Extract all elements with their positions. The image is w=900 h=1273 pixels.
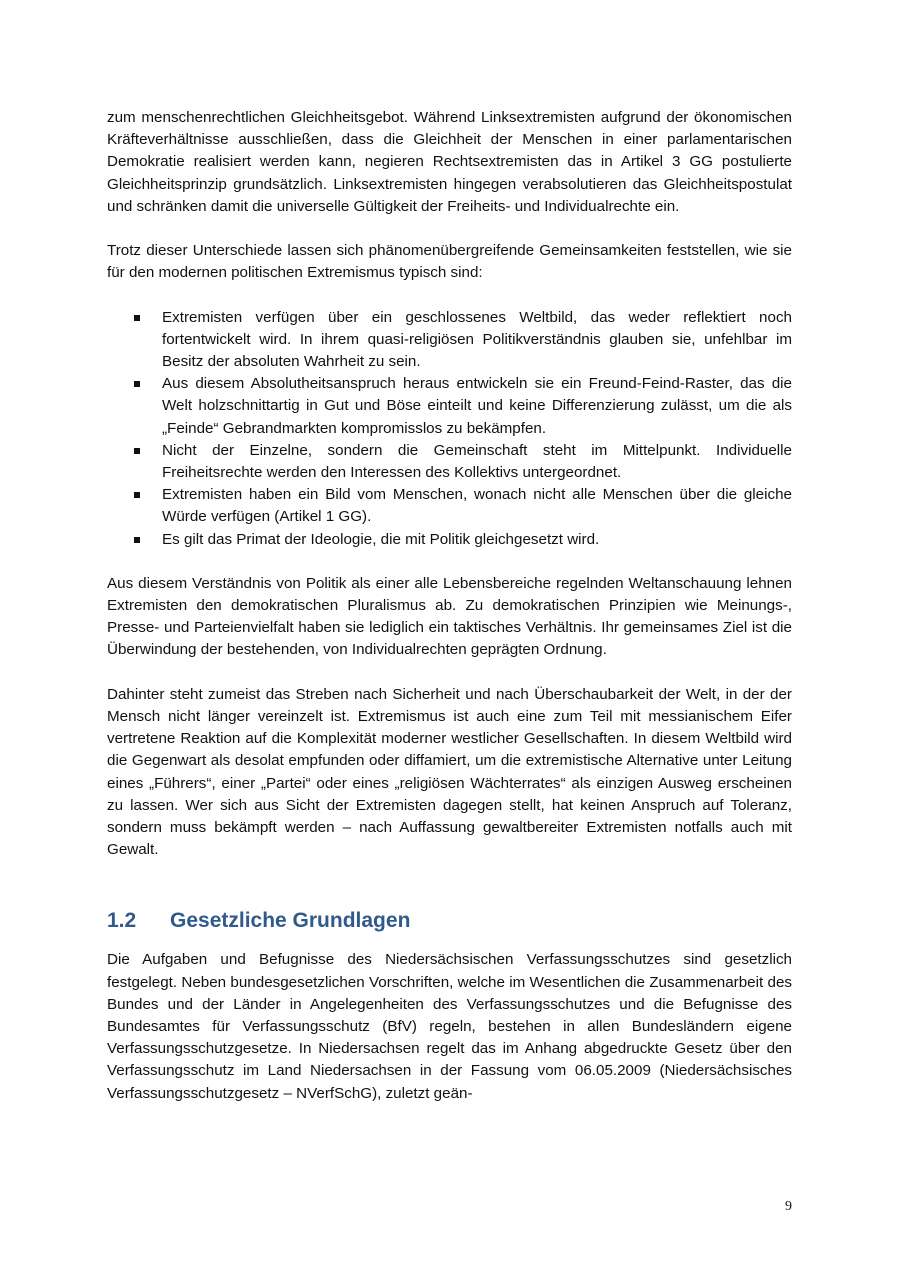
bullet-square-icon <box>134 381 140 387</box>
bullet-square-icon <box>134 537 140 543</box>
paragraph-legal-basis: Die Aufgaben und Befugnisse des Niedersächsischen Verfassungsschutzes sind gesetzlich festgelegt. Neben bundesgesetzlichen Vorschriften, welche im Wesentlichen die Zusammenarbeit des Bundes und der Länder in Angelegenheiten des Verfassungsschutzes und die Befugnisse des Bundesamtes für Verfassungsschutz (BfV) regeln, bestehen in allen Bundesländern eigene Verfassungsschutzgesetze. In Niedersachsen regelt das im Anhang abgedruckte Gesetz über den Verfassungsschutz im Land Niedersachsen in der Fassung vom 06.05.2009 (Niedersächsisches Verfassungsschutzgesetz – NVerfSchG), zuletzt geän- <box>107 951 792 1102</box>
section-number: 1.2 <box>107 909 137 933</box>
list-item <box>107 307 792 374</box>
paragraph-security: Dahinter steht zumeist das Streben nach Sicherheit und nach Überschaubarkeit der Welt, in der der Mensch nicht länger vereinzelt ist. Extremismus ist auch eine zum Teil mit messianischem Eifer vertretene Reaktion auf die Komplexität moderner westlicher Gesellschaften. In diesem Weltbild wird die Gegenwart als desolat empfunden oder diffamiert, um die extremistische Alternative unter Leitung eines „Führers“, einer „Partei“ oder eines „religiösen Wächterrates“ als einzigen Ausweg erscheinen zu lassen. Wer sich aus Sicht der Extremisten dagegen stellt, hat keinen Anspruch auf Toleranz, sondern muss bekämpft werden – nach Auffassung gewaltbereiter Extremisten notfalls auch mit Gewalt. <box>107 685 792 859</box>
list-item <box>107 529 792 551</box>
commonalities-list <box>107 307 792 551</box>
list-item-text: Aus diesem Absolutheitsanspruch heraus entwickeln sie ein Freund-Feind-Raster, das die Welt holzschnittartig in Gut und Böse einteilt und keine Differenzierung zulässt, um die als „Feinde“ Gebrandmarkten kompromisslos zu bekämpfen. <box>162 375 792 437</box>
section-heading <box>107 907 792 935</box>
paragraph-commonalities-intro: Trotz dieser Unterschiede lassen sich phänomenübergreifende Gemeinsamkeiten feststellen, wie sie für den modernen politischen Extremismus typisch sind: <box>107 242 792 282</box>
bullet-square-icon <box>134 448 140 454</box>
list-item <box>107 484 792 528</box>
list-item-text: Extremisten haben ein Bild vom Menschen, wonach nicht alle Menschen über die gleiche Würde verfügen (Artikel 1 GG). <box>162 486 792 526</box>
list-item-text: Extremisten verfügen über ein geschlossenes Weltbild, das weder reflektiert noch fortentwickelt wird. In ihrem quasi-religiösen Politikverständnis glauben sie, unfehlbar im Besitz der absoluten Wahrheit zu sein. <box>162 308 792 371</box>
list-item <box>107 440 792 484</box>
paragraph-equality: zum menschenrechtlichen Gleichheitsgebot. Während Linksextremisten aufgrund der ökonomischen Kräfteverhältnisse ausschließen, dass die Gleichheit der Menschen in einer parlamentarischen Demokratie realisiert werden kann, negieren Rechtsextremisten das in Artikel 3 GG postulierte Gleichheitsprinzip grundsätzlich. Linksextremisten hingegen verabsolutieren das Gleichheitspostulat und schränken damit die universelle Gültigkeit der Freiheits- und Individualrechte ein. <box>107 109 792 215</box>
page-content <box>107 107 792 1105</box>
bullet-square-icon <box>134 492 140 498</box>
list-item-text: Nicht der Einzelne, sondern die Gemeinschaft steht im Mittelpunkt. Individuelle Freiheitsrechte werden den Interessen des Kollektivs untergeordnet. <box>162 441 792 482</box>
list-item <box>107 373 792 440</box>
list-item-text: Es gilt das Primat der Ideologie, die mit Politik gleichgesetzt wird. <box>162 530 600 548</box>
section-title: Gesetzliche Grundlagen <box>170 909 411 933</box>
paragraph-pluralism: Aus diesem Verständnis von Politik als einer alle Lebensbereiche regelnden Weltanschauung lehnen Extremisten den demokratischen Pluralismus ab. Zu demokratischen Prinzipien wie Meinungs-, Presse- und Parteienvielfalt haben sie lediglich ein taktisches Verhältnis. Ihr gemeinsames Ziel ist die Überwindung der bestehenden, von Individualrechten geprägten Ordnung. <box>107 574 792 659</box>
bullet-square-icon <box>134 315 140 321</box>
page-number: 9 <box>785 1199 792 1214</box>
